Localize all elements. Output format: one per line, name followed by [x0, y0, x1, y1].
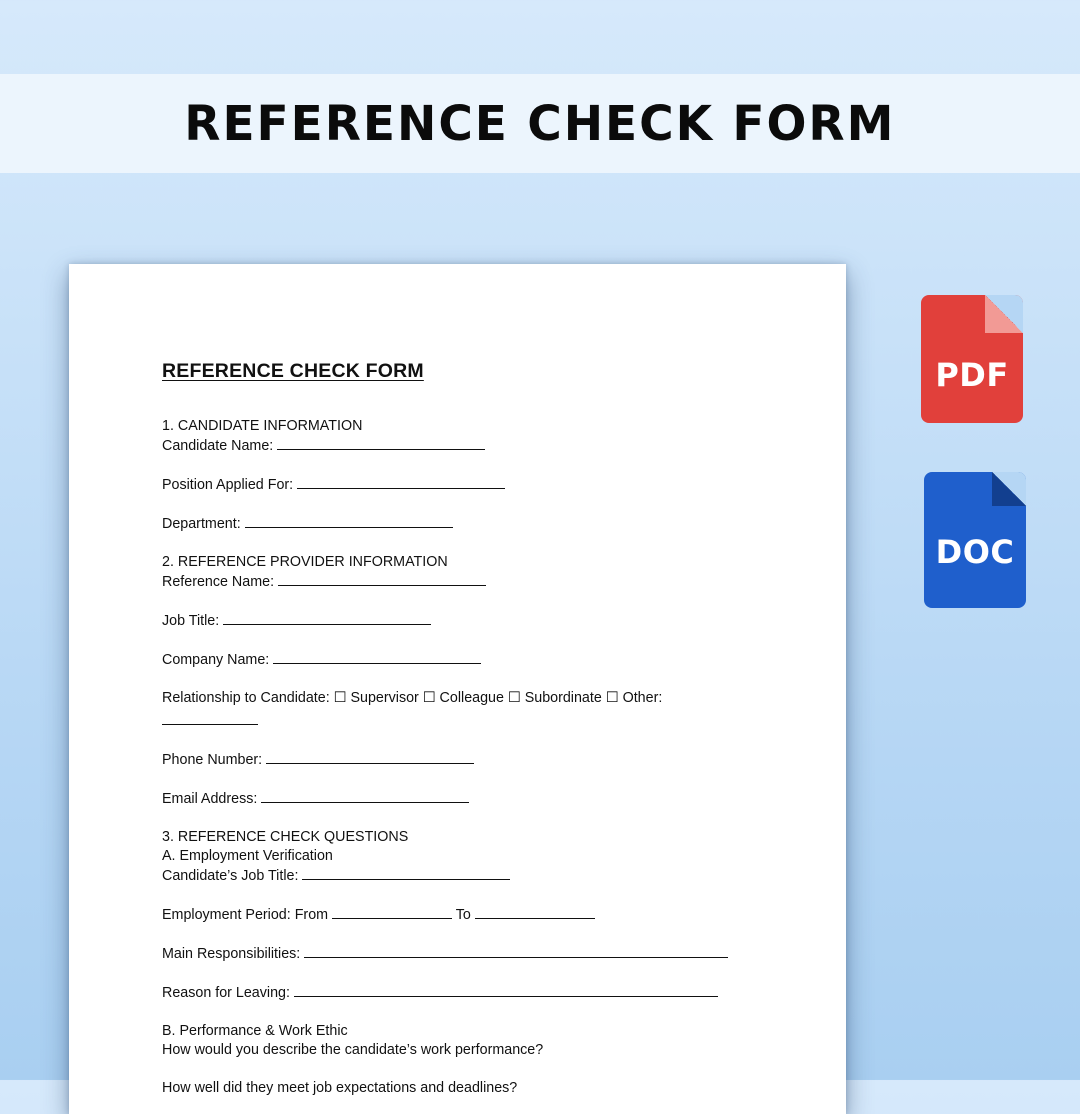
job-title-label: Job Title:	[162, 613, 220, 629]
pdf-label: PDF	[935, 356, 1009, 394]
department-blank[interactable]	[245, 514, 453, 528]
document-title: REFERENCE CHECK FORM	[162, 360, 424, 382]
employment-period-row	[162, 905, 782, 925]
section-heading-questions: 3. REFERENCE CHECK QUESTIONS	[162, 829, 409, 845]
employment-to-blank[interactable]	[475, 905, 595, 919]
email-blank[interactable]	[261, 789, 469, 803]
relationship-other-blank[interactable]	[162, 711, 258, 725]
reference-name-label: Reference Name:	[162, 574, 275, 590]
job-title-row	[162, 611, 782, 631]
main-responsibilities-row	[162, 944, 782, 964]
position-applied-row	[162, 475, 782, 495]
subheading-employment-verification: A. Employment Verification	[162, 848, 333, 864]
reason-leaving-row	[162, 983, 782, 1003]
candidate-name-blank[interactable]	[277, 436, 485, 450]
phone-label: Phone Number:	[162, 752, 263, 768]
department-label: Department:	[162, 516, 241, 532]
candidate-name-row	[162, 436, 782, 456]
candidate-job-title-label: Candidate’s Job Title:	[162, 868, 299, 884]
banner-title: REFERENCE CHECK FORM	[184, 95, 896, 152]
pdf-file-icon	[921, 295, 1023, 423]
email-row	[162, 789, 782, 809]
pdf-fold-corner	[985, 295, 1023, 333]
doc-fold-corner	[992, 472, 1026, 506]
relationship-row: Relationship to Candidate: ☐ Supervisor ☐ Colleague ☐ Subordinate ☐ Other:	[162, 690, 663, 706]
phone-blank[interactable]	[266, 750, 474, 764]
form-document-page	[69, 264, 846, 1114]
department-row	[162, 514, 782, 534]
candidate-job-title-row	[162, 866, 782, 886]
main-responsibilities-label: Main Responsibilities:	[162, 946, 301, 962]
doc-file-icon	[924, 472, 1026, 608]
phone-row	[162, 750, 782, 770]
question-work-performance: How would you describe the candidate’s work performance?	[162, 1042, 544, 1058]
reason-leaving-label: Reason for Leaving:	[162, 985, 290, 1001]
section-heading-reference: 2. REFERENCE PROVIDER INFORMATION	[162, 554, 448, 570]
reason-leaving-blank[interactable]	[294, 983, 718, 997]
relationship-other-row	[162, 711, 782, 731]
email-label: Email Address:	[162, 791, 258, 807]
candidate-job-title-blank[interactable]	[302, 866, 510, 880]
company-name-row	[162, 650, 782, 670]
top-banner	[0, 74, 1080, 173]
main-responsibilities-blank[interactable]	[304, 944, 728, 958]
question-expectations: How well did they meet job expectations and deadlines?	[162, 1080, 518, 1096]
form-content	[162, 359, 782, 1098]
employment-from-blank[interactable]	[332, 905, 452, 919]
employment-period-to-label: To	[455, 907, 471, 923]
employment-period-from-label: Employment Period: From	[162, 907, 329, 923]
reference-name-row	[162, 572, 782, 592]
doc-label: DOC	[935, 533, 1015, 571]
job-title-blank[interactable]	[223, 611, 431, 625]
position-applied-label: Position Applied For:	[162, 477, 294, 493]
subheading-performance: B. Performance & Work Ethic	[162, 1023, 348, 1039]
section-heading-candidate: 1. CANDIDATE INFORMATION	[162, 418, 363, 434]
reference-name-blank[interactable]	[278, 572, 486, 586]
company-name-blank[interactable]	[273, 650, 481, 664]
candidate-name-label: Candidate Name:	[162, 438, 274, 454]
position-applied-blank[interactable]	[297, 475, 505, 489]
company-name-label: Company Name:	[162, 652, 270, 668]
